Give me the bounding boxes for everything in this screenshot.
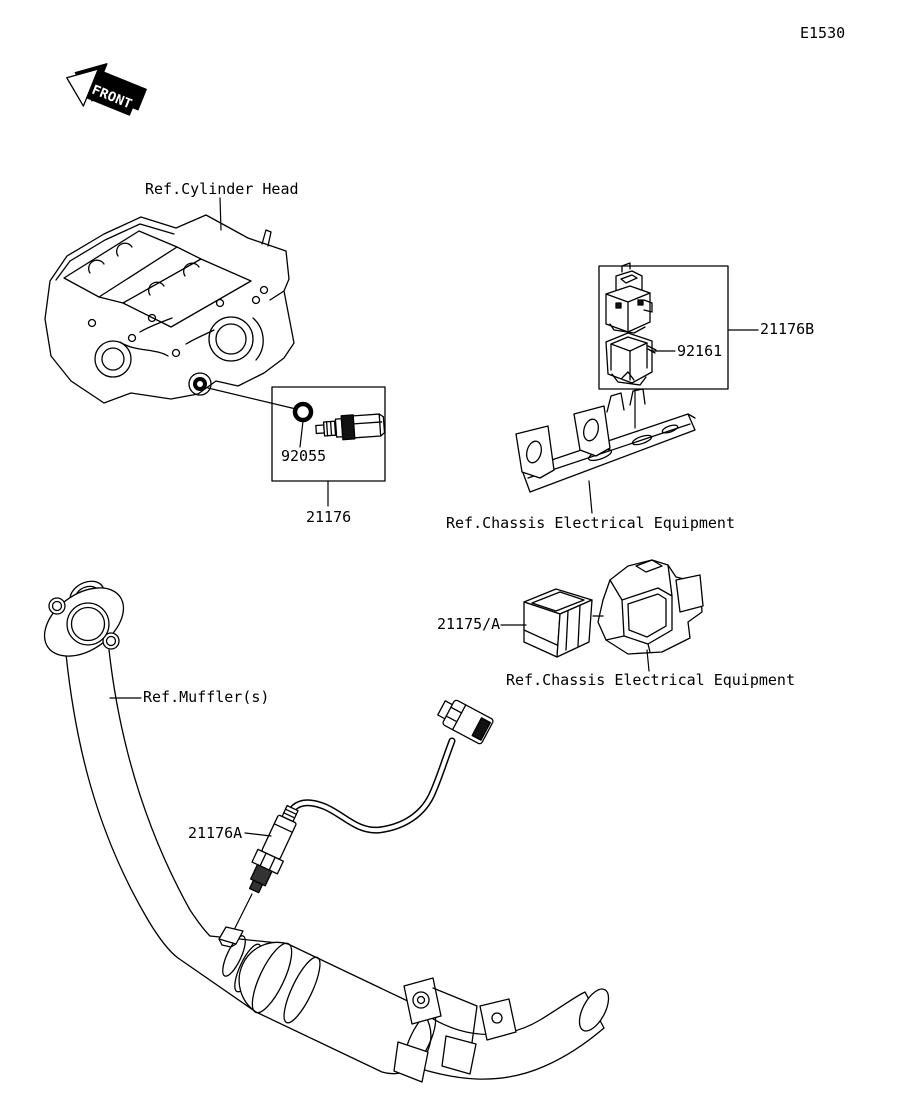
part-number-21176: 21176 bbox=[306, 508, 352, 526]
water-temp-sensor-box bbox=[272, 387, 385, 481]
front-arrow-label: FRONT bbox=[89, 82, 132, 112]
connector-92161-drawing bbox=[606, 333, 656, 385]
ref-muffler-label: Ref.Muffler(s) bbox=[143, 688, 270, 706]
relay-box-drawing bbox=[524, 589, 592, 657]
oxygen-sensor-assy-box bbox=[599, 263, 728, 389]
sensor-connector-top-drawing bbox=[606, 263, 652, 333]
part-number-21175a: 21175/A bbox=[437, 615, 501, 633]
relay-drawing bbox=[524, 560, 703, 657]
oring-drawing bbox=[295, 404, 311, 420]
water-temp-sensor-drawing bbox=[315, 413, 385, 442]
ref-cylinder-head-label: Ref.Cylinder Head bbox=[145, 180, 299, 198]
part-number-92161: 92161 bbox=[677, 342, 723, 360]
cylinder-head-drawing bbox=[45, 215, 294, 403]
part-number-92055: 92055 bbox=[281, 447, 327, 465]
part-number-21176a: 21176A bbox=[188, 824, 243, 842]
chassis-bracket-drawing bbox=[516, 389, 695, 492]
part-number-21176b: 21176B bbox=[760, 320, 815, 338]
ref-chassis-electrical-label-2: Ref.Chassis Electrical Equipment bbox=[506, 671, 795, 689]
front-direction-arrow-icon bbox=[59, 52, 149, 126]
ref-chassis-electrical-label-1: Ref.Chassis Electrical Equipment bbox=[446, 514, 735, 532]
relay-holder-drawing bbox=[598, 560, 703, 654]
drawing-code: E1530 bbox=[800, 24, 846, 42]
oxygen-sensor-drawing bbox=[241, 696, 494, 897]
muffler-drawing bbox=[32, 574, 615, 1082]
